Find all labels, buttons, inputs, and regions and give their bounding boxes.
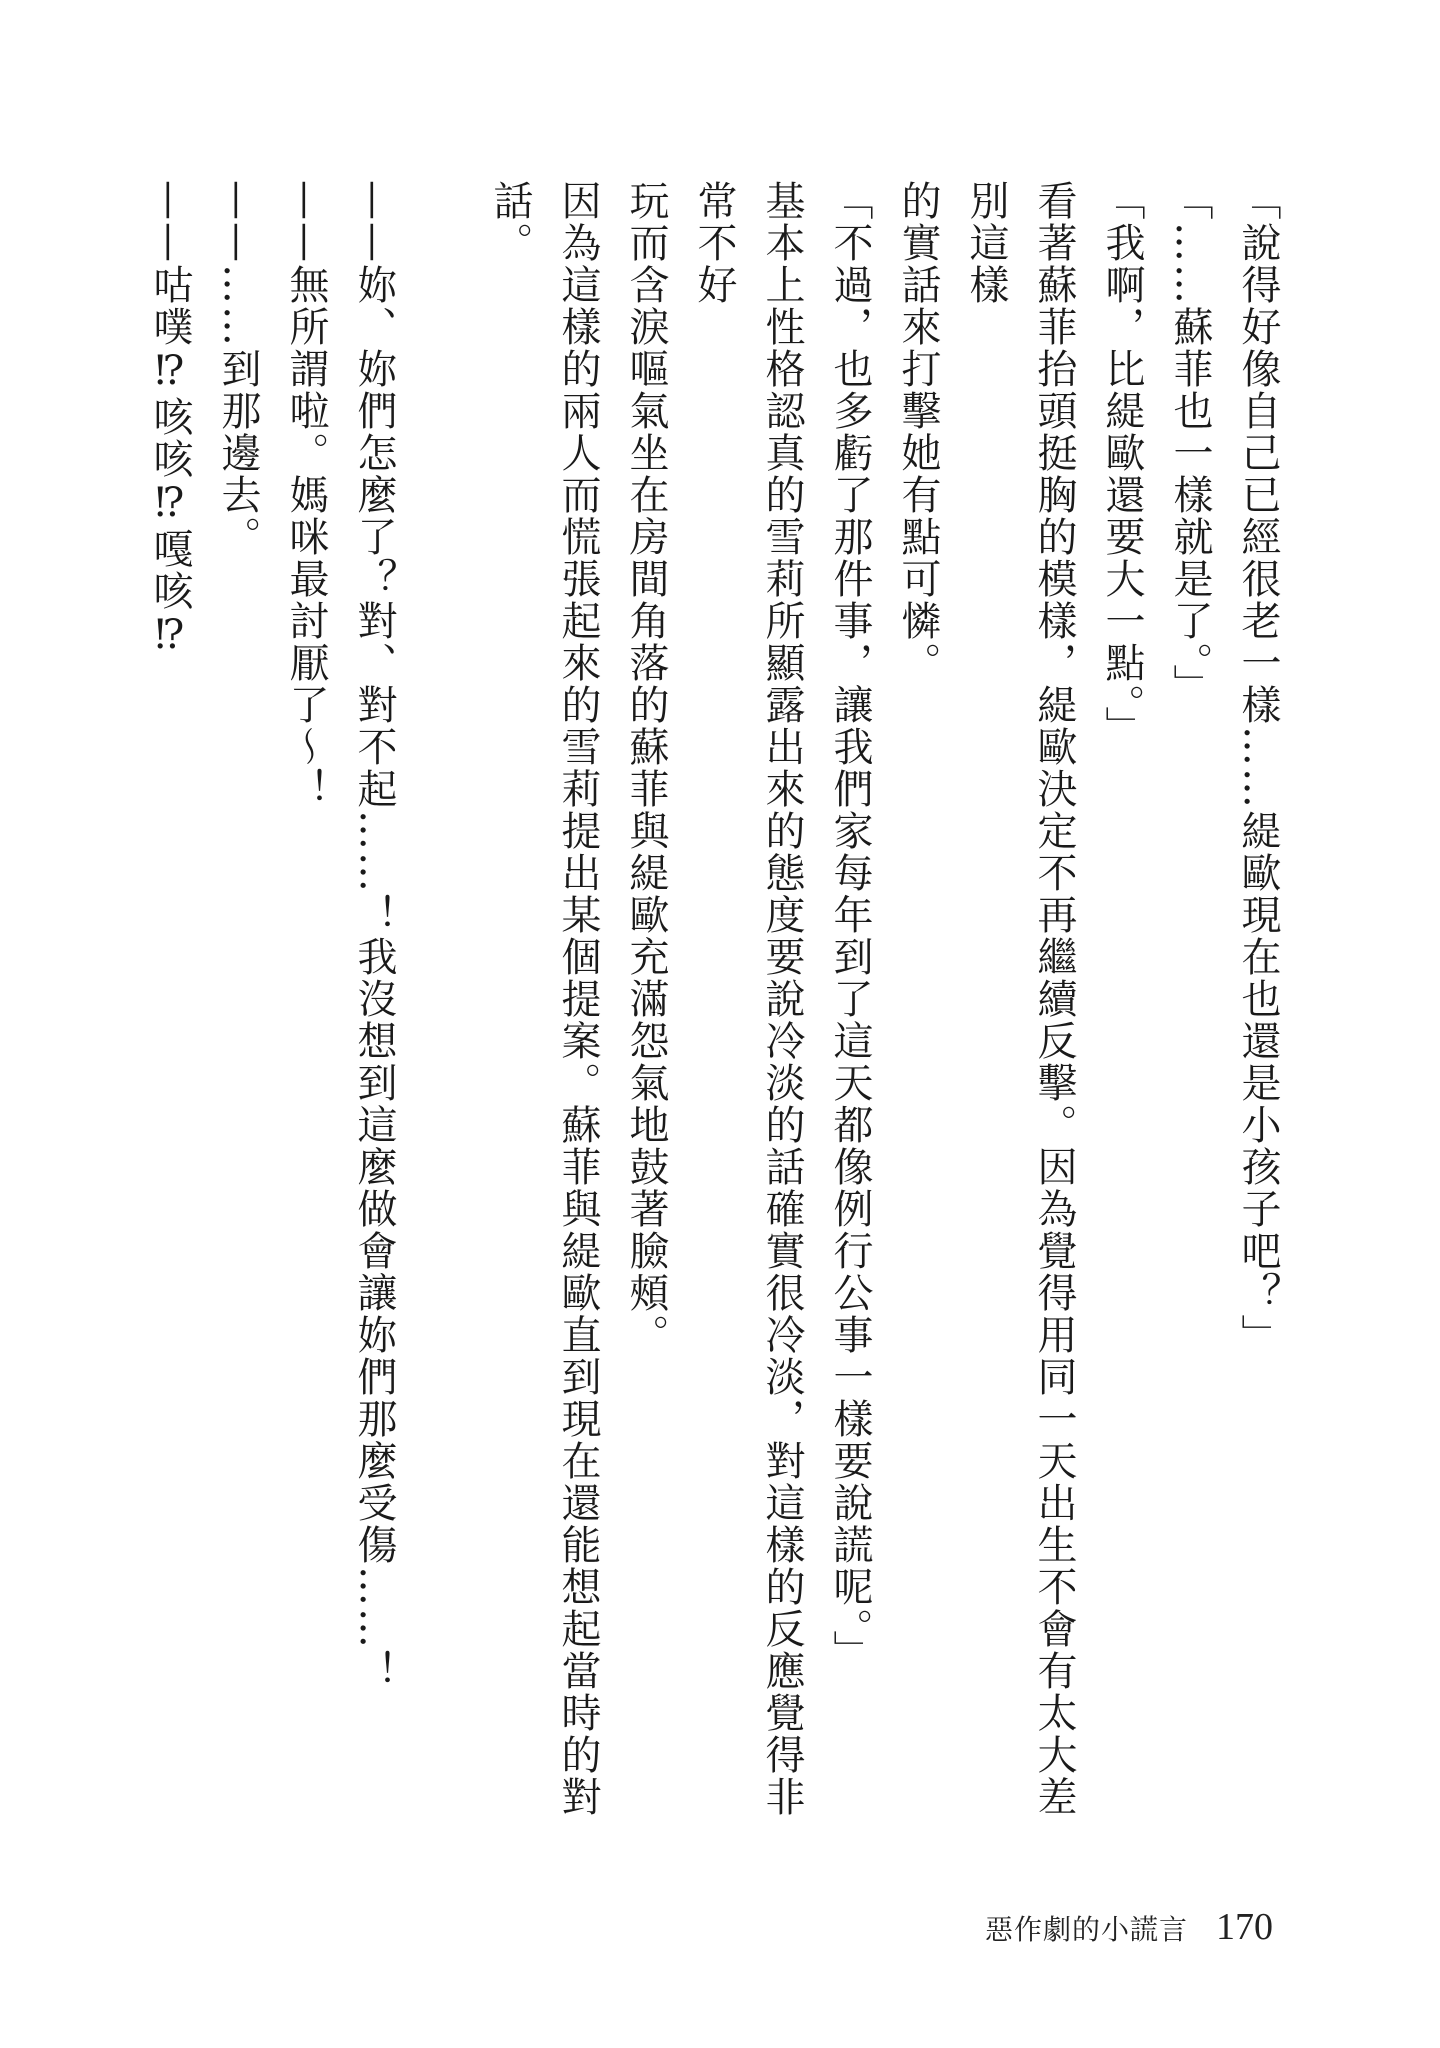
blank-line — [408, 180, 476, 1820]
text-line: 的實話來打擊她有點可憐。 — [895, 180, 941, 684]
text-line: ——……到那邊去。 — [215, 180, 261, 558]
text-line: 看著蘇菲抬頭挺胸的模樣，緹歐決定不再繼續反擊。因為覺得用同一天出生不會有太大差別這樣 — [963, 180, 1077, 1818]
text-line: ——咕噗⁉咳咳⁉嘎咳⁉ — [147, 180, 193, 660]
text-line: 因為這樣的兩人而慌張起來的雪莉提出某個提案。蘇菲與緹歐直到現在還能想起當時的對話。 — [487, 180, 601, 1818]
body-text — [136, 180, 1292, 1820]
text-line: 玩而含淚嘔氣坐在房間角落的蘇菲與緹歐充滿怨氣地鼓著臉頰。 — [623, 180, 669, 1356]
book-title: 惡作劇的小謊言 — [985, 1913, 1189, 1946]
page-number: 170 — [1216, 1906, 1274, 1948]
text-line: 「不過，也多虧了那件事，讓我們家每年到了這天都像例行公事一樣要說謊呢。」 — [827, 180, 873, 1672]
text-line: 「我啊，比緹歐還要大一點。」 — [1099, 180, 1145, 748]
text-line: 「說得好像自己已經很老一樣……緹歐現在也還是小孩子吧？」 — [1235, 180, 1281, 1356]
text-line: ——無所謂啦。媽咪最討厭了～！ — [283, 180, 329, 810]
text-line: 基本上性格認真的雪莉所顯露出來的態度要說冷淡的話確實很冷淡，對這樣的反應覺得非常不好 — [691, 180, 805, 1818]
text-line: 「……蘇菲也一樣就是了。」 — [1167, 180, 1213, 706]
text-line: ——妳、妳們怎麼了？對、對不起……！我沒想到這麼做會讓妳們那麼受傷……！ — [351, 180, 397, 1692]
page-footer — [985, 1905, 1273, 1949]
